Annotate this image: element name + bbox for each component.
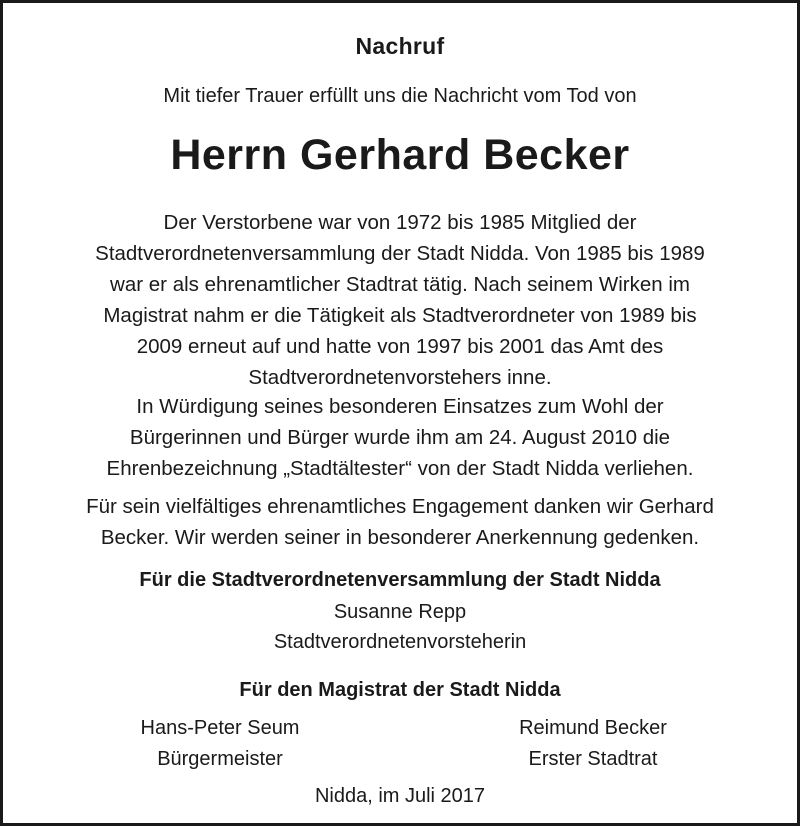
paragraph-line: Becker. Wir werden seiner in besonderer Anerkennung gedenken.	[100, 526, 700, 549]
paragraph-thanks	[33, 491, 767, 553]
paragraph-line: In Würdigung seines besonderen Einsatzes zum Wohl der	[136, 395, 664, 418]
paragraph-line: Der Verstorbene war von 1972 bis 1985 Mitglied der	[163, 211, 637, 234]
notice-heading: Nachruf	[355, 33, 445, 59]
paragraph-line: Bürgerinnen und Bürger wurde ihm am 24. August 2010 die	[129, 426, 671, 449]
paragraph-career	[33, 207, 767, 393]
signatory-name: Hans-Peter Seum	[140, 717, 300, 739]
signatory-name: Reimund Becker	[519, 717, 667, 739]
intro-line: Mit tiefer Trauer erfüllt uns die Nachricht vom Tod von	[163, 85, 637, 107]
signatory-role: Bürgermeister	[157, 748, 283, 770]
paragraph-line: Ehrenbezeichnung „Stadtältester“ von der Stadt Nidda verliehen.	[106, 457, 694, 480]
deceased-name: Herrn Gerhard Becker	[170, 131, 630, 179]
magistrate-signatory-left	[90, 713, 350, 775]
assembly-signatory-name: Susanne Repp	[333, 601, 467, 623]
assembly-signature-title: Für die Stadtverordnetenversammlung der Stadt Nidda	[139, 569, 661, 591]
paragraph-line: Für sein vielfältiges ehrenamtliches Engagement danken wir Gerhard	[86, 495, 714, 518]
paragraph-line: Stadtverordnetenvorstehers inne.	[248, 366, 552, 389]
magistrate-signature-title: Für den Magistrat der Stadt Nidda	[239, 679, 561, 701]
paragraph-line: 2009 erneut auf und hatte von 1997 bis 2001 das Amt des	[136, 335, 664, 358]
magistrate-signatory-right	[463, 713, 723, 775]
signatory-role: Erster Stadtrat	[528, 748, 658, 770]
place-date-footer: Nidda, im Juli 2017	[314, 785, 486, 807]
paragraph-line: Stadtverordnetenversammlung der Stadt Nidda. Von 1985 bis 1989	[95, 242, 705, 265]
paragraph-line: war er als ehrenamtlicher Stadtrat tätig. Nach seinem Wirken im	[110, 273, 690, 296]
paragraph-honor	[33, 391, 767, 484]
paragraph-line: Magistrat nahm er die Tätigkeit als Stadtverordneter von 1989 bis	[103, 304, 697, 327]
assembly-signatory-role: Stadtverordnetenvorsteherin	[273, 631, 527, 653]
